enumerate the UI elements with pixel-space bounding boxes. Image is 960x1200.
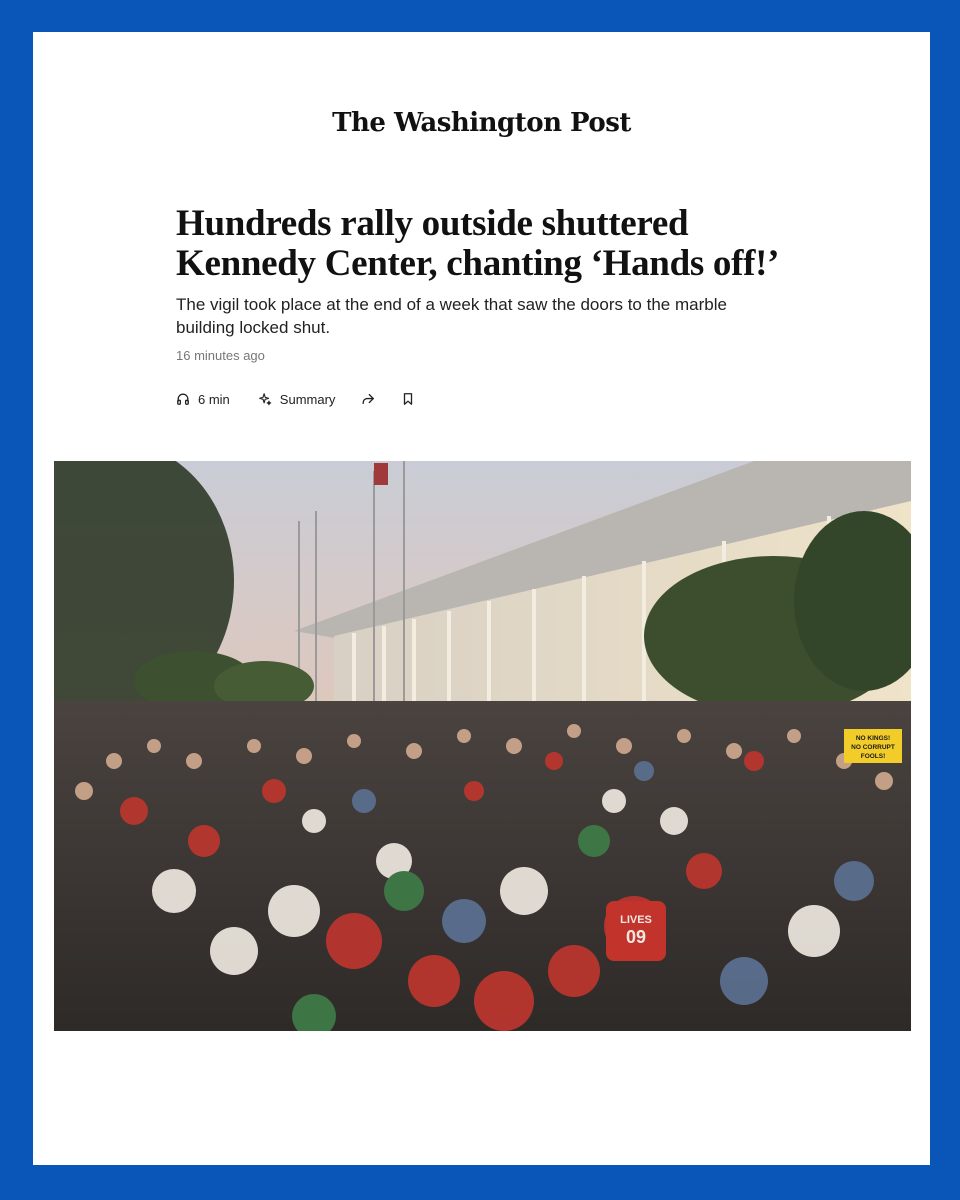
article-lead-photo[interactable] xyxy=(54,461,911,1031)
article-headline[interactable]: Hundreds rally outside shuttered Kennedy Center, chanting ‘Hands off!’ xyxy=(176,203,780,284)
protest-sign xyxy=(844,729,902,763)
shirt-text-line-1: LIVES xyxy=(620,914,652,926)
masthead-logo[interactable]: The Washington Post xyxy=(332,108,631,138)
listen-button[interactable] xyxy=(176,392,230,407)
sparkle-icon xyxy=(258,392,272,406)
headphones-icon xyxy=(176,392,190,406)
article-timestamp: 16 minutes ago xyxy=(176,348,265,363)
lives-shirt xyxy=(606,901,666,961)
share-button[interactable] xyxy=(361,392,375,406)
rally-photo-illustration xyxy=(54,461,911,1031)
bookmark-button[interactable] xyxy=(401,392,415,406)
summary-label: Summary xyxy=(279,391,336,407)
summary-button[interactable] xyxy=(258,392,336,407)
shirt-text-line-2: 09 xyxy=(625,927,647,947)
article-card xyxy=(33,32,930,1165)
article-dek: The vigil took place at the end of a week that saw the doors to the marble building locked shut. xyxy=(176,295,727,337)
share-icon xyxy=(361,392,375,406)
bookmark-icon xyxy=(401,392,415,406)
article-toolbar xyxy=(176,389,415,409)
sign-text-line-1: NO KINGS! xyxy=(855,735,891,742)
sign-text-line-3: FOOLS! xyxy=(860,753,886,760)
sign-text-line-2: NO CORRUPT xyxy=(851,744,895,751)
listen-duration-label: 6 min xyxy=(198,391,230,407)
